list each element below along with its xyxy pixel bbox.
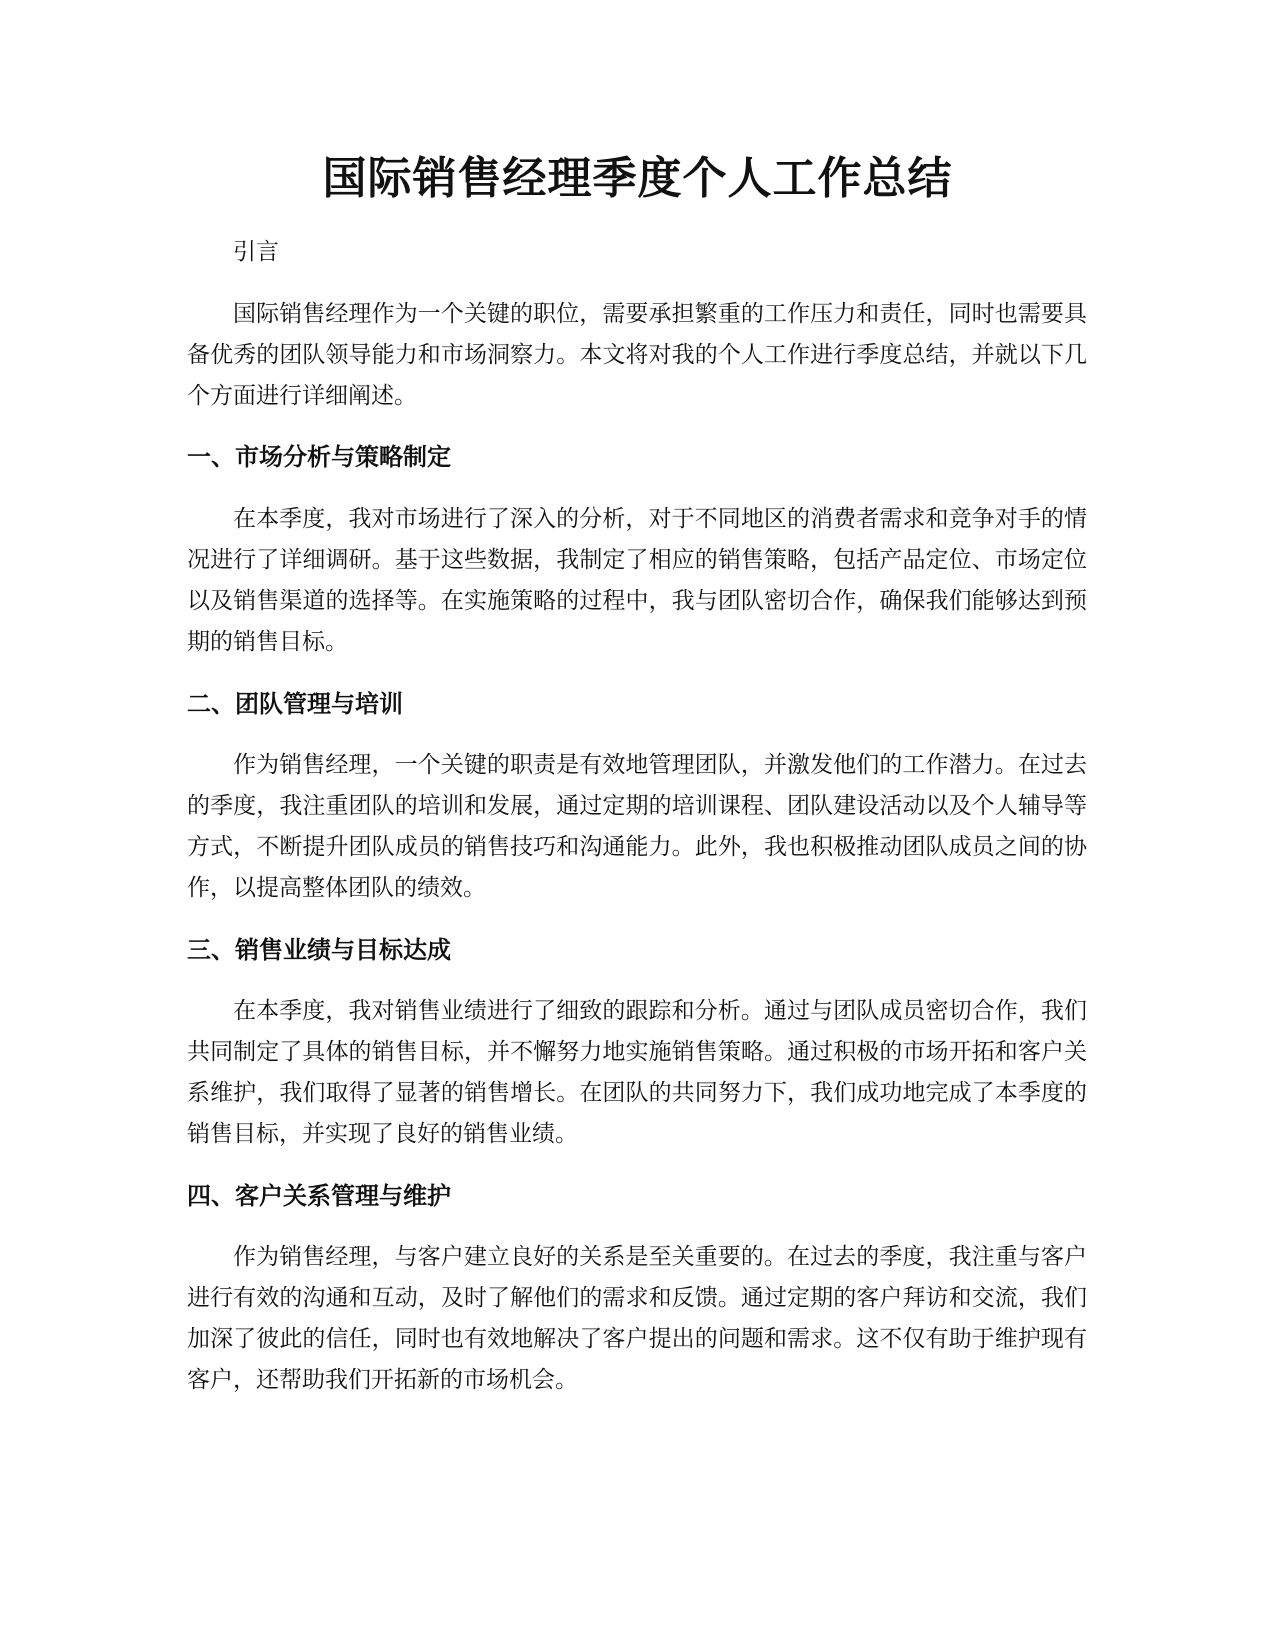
section-paragraph-customer-relations: 作为销售经理，与客户建立良好的关系是至关重要的。在过去的季度，我注重与客户进行有效的沟通和互动，及时了解他们的需求和反馈。通过定期的客户拜访和交流，我们加深了彼此的信任，同时也有效地解决了客户提出的问题和需求。这不仅有助于维护现有客户，还帮助我们开拓新的市场机会。 bbox=[187, 1244, 1087, 1393]
intro-label: 引言 bbox=[233, 239, 279, 265]
section-heading-team-management: 二、团队管理与培训 bbox=[187, 690, 403, 718]
section-heading-market-analysis: 一、市场分析与策略制定 bbox=[187, 443, 451, 471]
section-paragraph-sales-performance: 在本季度，我对销售业绩进行了细致的跟踪和分析。通过与团队成员密切合作，我们共同制定了具体的销售目标，并不懈努力地实施销售策略。通过积极的市场开拓和客户关系维护，我们取得了显著的销售增长。在团队的共同努力下，我们成功地完成了本季度的销售目标，并实现了良好的销售业绩。 bbox=[187, 998, 1087, 1147]
document-title: 国际销售经理季度个人工作总结 bbox=[322, 153, 953, 204]
section-paragraph-market-analysis: 在本季度，我对市场进行了深入的分析，对于不同地区的消费者需求和竞争对手的情况进行了详细调研。基于这些数据，我制定了相应的销售策略，包括产品定位、市场定位以及销售渠道的选择等。在实施策略的过程中，我与团队密切合作，确保我们能够达到预期的销售目标。 bbox=[187, 506, 1087, 655]
section-paragraph-team-management: 作为销售经理，一个关键的职责是有效地管理团队，并激发他们的工作潜力。在过去的季度，我注重团队的培训和发展，通过定期的培训课程、团队建设活动以及个人辅导等方式，不断提升团队成员的销售技巧和沟通能力。此外，我也积极推动团队成员之间的协作，以提高整体团队的绩效。 bbox=[187, 752, 1087, 901]
section-heading-customer-relations: 四、客户关系管理与维护 bbox=[187, 1182, 451, 1210]
intro-paragraph: 国际销售经理作为一个关键的职位，需要承担繁重的工作压力和责任，同时也需要具备优秀的团队领导能力和市场洞察力。本文将对我的个人工作进行季度总结，并就以下几个方面进行详细阐述。 bbox=[187, 301, 1087, 409]
section-heading-sales-performance: 三、销售业绩与目标达成 bbox=[187, 936, 451, 964]
